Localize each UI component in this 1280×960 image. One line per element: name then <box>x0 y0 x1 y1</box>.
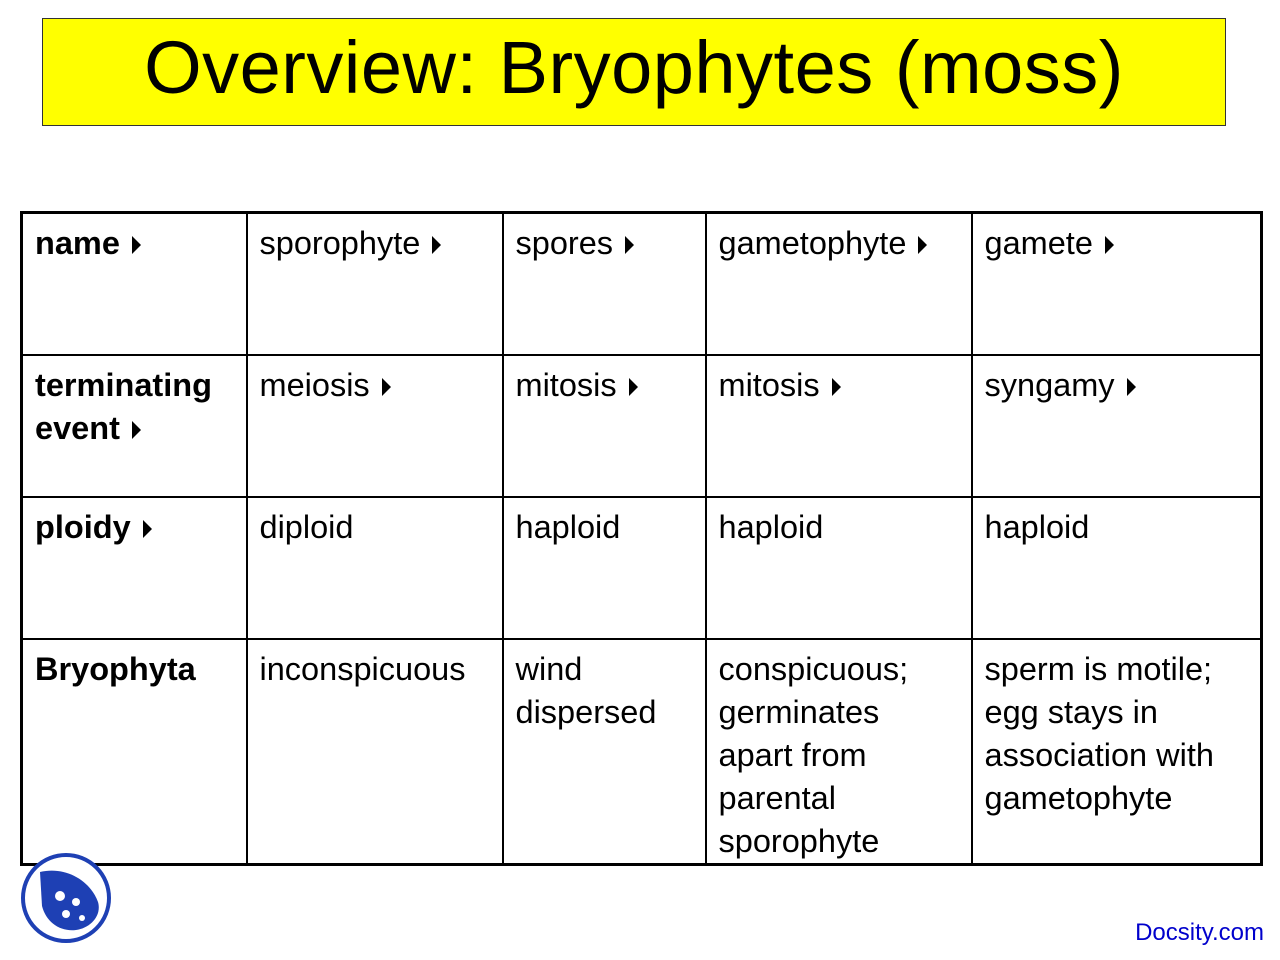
table-cell: wind dispersed <box>503 639 706 865</box>
play-triangle-icon[interactable] <box>832 378 841 396</box>
table-cell: sperm is motile; egg stays in association with gametophyte <box>972 639 1262 865</box>
row-header-name: name <box>22 213 247 356</box>
title-banner <box>42 18 1226 126</box>
table-cell: gamete <box>972 213 1262 356</box>
table-cell: spores <box>503 213 706 356</box>
play-triangle-icon[interactable] <box>918 236 927 254</box>
play-triangle-icon[interactable] <box>143 520 152 538</box>
row-header-bryophyta: Bryophyta <box>22 639 247 865</box>
play-triangle-icon[interactable] <box>1127 378 1136 396</box>
bryophyte-overview-table <box>20 211 1263 866</box>
table-cell: mitosis <box>706 355 972 497</box>
table-cell: conspicuous; germinates apart from parental sporophyte <box>706 639 972 865</box>
play-triangle-icon[interactable] <box>629 378 638 396</box>
play-triangle-icon[interactable] <box>132 236 141 254</box>
table-cell: inconspicuous <box>247 639 503 865</box>
docsity-brand-link[interactable]: Docsity.com <box>1135 919 1264 946</box>
table-cell: diploid <box>247 497 503 639</box>
table-cell: mitosis <box>503 355 706 497</box>
table-cell: haploid <box>972 497 1262 639</box>
table-row <box>22 497 1262 639</box>
docsity-logo-icon[interactable] <box>20 852 112 944</box>
slide-title: Overview: Bryophytes (moss) <box>144 26 1124 109</box>
play-triangle-icon[interactable] <box>1105 236 1114 254</box>
table-cell: sporophyte <box>247 213 503 356</box>
play-triangle-icon[interactable] <box>132 421 141 439</box>
table-cell: meiosis <box>247 355 503 497</box>
table-cell: syngamy <box>972 355 1262 497</box>
play-triangle-icon[interactable] <box>432 236 441 254</box>
play-triangle-icon[interactable] <box>382 378 391 396</box>
table-cell: gametophyte <box>706 213 972 356</box>
table-row <box>22 355 1262 497</box>
table-row <box>22 213 1262 356</box>
play-triangle-icon[interactable] <box>625 236 634 254</box>
row-header-terminating-event: terminating event <box>22 355 247 497</box>
table-cell: haploid <box>503 497 706 639</box>
row-header-ploidy: ploidy <box>22 497 247 639</box>
table-row <box>22 639 1262 865</box>
table-cell: haploid <box>706 497 972 639</box>
